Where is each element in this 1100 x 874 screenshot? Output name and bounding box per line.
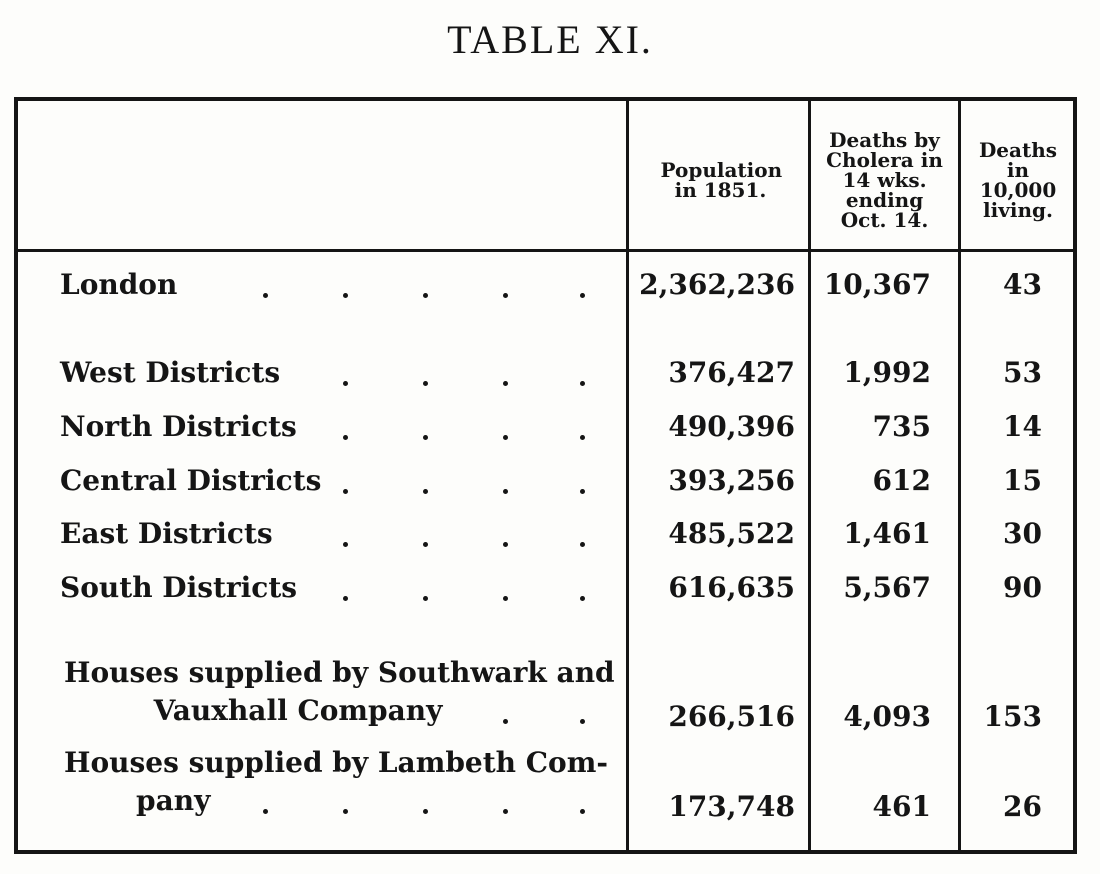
header-population: Population in 1851. bbox=[660, 158, 783, 202]
deaths-cell: 10,367 bbox=[823, 268, 931, 301]
row-label: East Districts bbox=[60, 517, 273, 550]
population-cell: 393,256 bbox=[668, 464, 795, 497]
column-rule-3 bbox=[958, 101, 961, 850]
row-label-line2: pany bbox=[136, 784, 211, 817]
population-cell: 616,635 bbox=[668, 571, 795, 604]
header-deaths: Deaths by Cholera in 14 wks. ending Oct. 14. bbox=[826, 128, 943, 232]
header-rule bbox=[18, 249, 1073, 252]
header-rate: Deaths in 10,000 living. bbox=[978, 138, 1058, 222]
column-rule-2 bbox=[808, 101, 811, 850]
population-cell: 173,748 bbox=[668, 790, 795, 823]
rate-cell: 43 bbox=[1003, 268, 1042, 301]
population-cell: 2,362,236 bbox=[639, 268, 795, 301]
row-label: West Districts bbox=[60, 356, 281, 389]
row-label-line1: Houses supplied by Lambeth Com- bbox=[64, 746, 608, 779]
deaths-cell: 4,093 bbox=[843, 700, 931, 733]
population-cell: 485,522 bbox=[668, 517, 795, 550]
rate-cell: 153 bbox=[983, 700, 1042, 733]
deaths-cell: 1,461 bbox=[843, 517, 931, 550]
rate-cell: 14 bbox=[1003, 410, 1042, 443]
population-cell: 376,427 bbox=[668, 356, 795, 389]
row-label: London bbox=[60, 268, 178, 301]
deaths-cell: 735 bbox=[872, 410, 931, 443]
rate-cell: 53 bbox=[1003, 356, 1042, 389]
rate-cell: 30 bbox=[1003, 517, 1042, 550]
row-label-line1: Houses supplied by Southwark and bbox=[64, 656, 615, 689]
population-cell: 266,516 bbox=[668, 700, 795, 733]
rate-cell: 15 bbox=[1003, 464, 1042, 497]
deaths-cell: 5,567 bbox=[843, 571, 931, 604]
population-cell: 490,396 bbox=[668, 410, 795, 443]
column-rule-1 bbox=[626, 101, 629, 850]
deaths-cell: 461 bbox=[872, 790, 931, 823]
row-label: Central Districts bbox=[60, 464, 322, 497]
table-title: TABLE XI. bbox=[447, 17, 653, 62]
rate-cell: 90 bbox=[1003, 571, 1042, 604]
row-label: South Districts bbox=[60, 571, 298, 604]
deaths-cell: 1,992 bbox=[843, 356, 931, 389]
row-label: North Districts bbox=[60, 410, 297, 443]
table-frame bbox=[14, 97, 1077, 854]
row-label-line2: Vauxhall Company bbox=[153, 694, 443, 727]
deaths-cell: 612 bbox=[872, 464, 931, 497]
rate-cell: 26 bbox=[1003, 790, 1042, 823]
